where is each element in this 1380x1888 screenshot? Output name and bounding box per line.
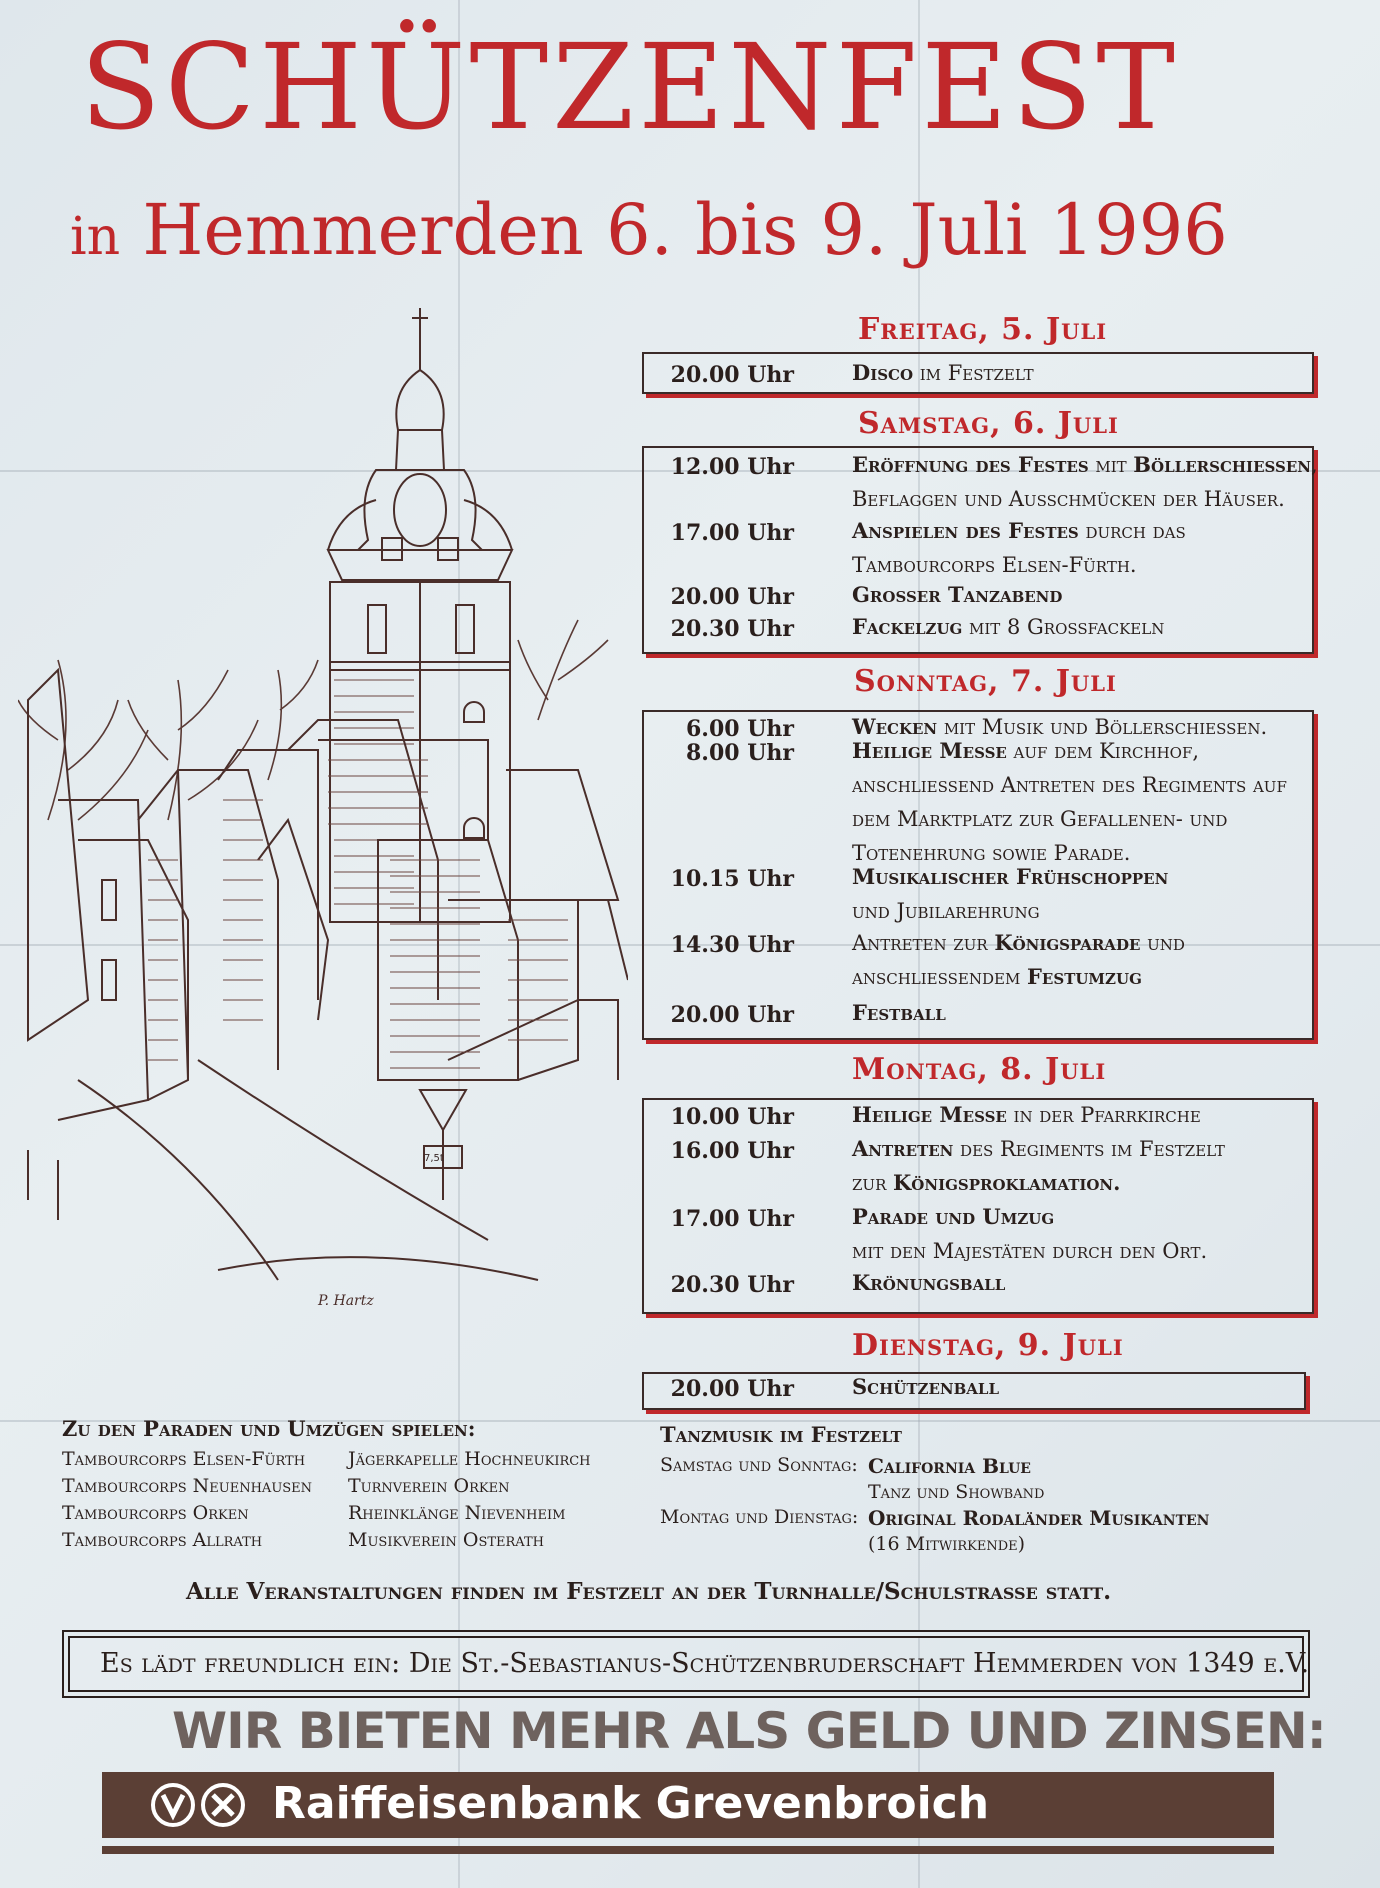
band-name: Musikverein Osterath (348, 1529, 544, 1551)
event-description: Anspielen des Festes durch das Tambourcorps Elsen-Fürth. (852, 518, 1186, 577)
invitation-text: Es lädt freundlich ein: Die St.-Sebastianus-Schützenbruderschaft Hemmerden von 1349 e.V. (100, 1648, 1310, 1679)
venue-note: Alle Veranstaltungen finden im Festzelt an der Turnhalle/Schulstraße statt. (186, 1578, 1112, 1605)
day-schedule-box (642, 1372, 1306, 1410)
bank-banner (102, 1772, 1274, 1838)
event-time: 20.30 Uhr (670, 1272, 794, 1298)
event-description: Antreten des Regiments im Festzelt zur Königsproklamation. (852, 1136, 1225, 1195)
parades-col2 (348, 1446, 591, 1554)
parades-col1 (62, 1446, 312, 1554)
day-schedule-box (642, 352, 1314, 394)
bank-underline (102, 1846, 1274, 1854)
tanzmusik-label-1: Samstag und Sonntag: (660, 1454, 858, 1476)
event-time: 10.15 Uhr (670, 866, 794, 892)
event-description: Wecken mit Musik und Böllerschießen. (852, 714, 1268, 739)
day-heading: Samstag, 6. Juli (858, 406, 1119, 441)
subtitle-main: Hemmerden 6. bis 9. Juli 1996 (142, 189, 1228, 271)
day-heading: Freitag, 5. Juli (858, 312, 1108, 347)
event-time: 20.00 Uhr (670, 362, 794, 388)
event-description: Disco im Festzelt (852, 360, 1034, 385)
event-description: Festball (852, 1000, 946, 1025)
event-description: Eröffnung des Festes mit Böllerschießen, Beflaggen und Ausschmücken der Häuser. (852, 452, 1318, 511)
event-time: 8.00 Uhr (685, 740, 794, 766)
event-description: Heilige Messe in der Pfarrkirche (852, 1102, 1201, 1127)
bank-name: Raiffeisenbank Grevenbroich (272, 1778, 990, 1829)
band-name: Tambourcorps Elsen-Fürth (62, 1448, 306, 1470)
poster-title: SCHÜTZENFEST (80, 18, 1180, 156)
band-name: Tambourcorps Orken (62, 1502, 249, 1524)
event-description: Schützenball (852, 1374, 1000, 1399)
day-heading: Sonntag, 7. Juli (854, 664, 1117, 699)
day-heading: Dienstag, 9. Juli (852, 1328, 1124, 1363)
event-description: Parade und Umzug mit den Majestäten durch den Ort. (852, 1204, 1208, 1263)
church-drawing (18, 300, 628, 1360)
tanzmusik-label-2: Montag und Dienstag: (660, 1506, 859, 1528)
event-time: 6.00 Uhr (685, 716, 794, 742)
day-schedule-box (642, 1098, 1314, 1314)
tanzmusik-band-1: California Blue (868, 1454, 1031, 1478)
event-time: 20.00 Uhr (670, 1376, 794, 1402)
tanzmusik-band-2: Original Rodaländer Musikanten (868, 1506, 1210, 1530)
event-description: Antreten zur Königsparade und anschließendem Festumzug (852, 930, 1185, 989)
day-schedule-box (642, 710, 1314, 1040)
raiffeisen-logo-icon (150, 1782, 260, 1828)
event-time: 20.30 Uhr (670, 616, 794, 642)
event-description: Musikalischer Frühschoppen und Jubilarehrung (852, 864, 1169, 923)
band-name: Rheinklänge Nievenheim (348, 1502, 566, 1524)
day-schedule-box (642, 446, 1318, 654)
artist-signature: P. Hartz (318, 1293, 374, 1309)
band-name: Tambourcorps Neuenhausen (62, 1475, 313, 1497)
band-name: Jägerkapelle Hochneukirch (348, 1448, 591, 1470)
event-time: 17.00 Uhr (670, 1206, 794, 1232)
event-description: Fackelzug mit 8 Großfackeln (852, 614, 1165, 639)
event-time: 20.00 Uhr (670, 1002, 794, 1028)
band-name: Tambourcorps Allrath (62, 1529, 263, 1551)
event-time: 10.00 Uhr (670, 1104, 794, 1130)
event-time: 20.00 Uhr (670, 584, 794, 610)
tanzmusik-heading: Tanzmusik im Festzelt (660, 1422, 902, 1447)
road-sign-text: 7,5t (424, 1153, 444, 1164)
poster-subtitle (70, 189, 1320, 271)
band-name: Turnverein Orken (348, 1475, 510, 1497)
parades-heading: Zu den Paraden und Umzügen spielen: (62, 1416, 476, 1441)
invitation-box (68, 1636, 1310, 1692)
event-description: Heilige Messe auf dem Kirchhof, anschließend Antreten des Regiments auf dem Marktplatz zur Gefallenen- und Totenehrung sowie Parade. (852, 738, 1287, 865)
event-description: Krönungsball (852, 1270, 1006, 1295)
event-description: Großer Tanzabend (852, 582, 1063, 607)
day-heading: Montag, 8. Juli (852, 1052, 1107, 1087)
event-time: 14.30 Uhr (670, 932, 794, 958)
tanzmusik-sub-1: Tanz und Showband (868, 1481, 1045, 1503)
event-time: 16.00 Uhr (670, 1138, 794, 1164)
tanzmusik-sub-2: (16 Mitwirkende) (868, 1533, 1026, 1555)
subtitle-in: in (70, 207, 121, 267)
event-time: 12.00 Uhr (670, 454, 794, 480)
event-time: 17.00 Uhr (670, 520, 794, 546)
bank-slogan: WIR BIETEN MEHR ALS GELD UND ZINSEN: (172, 1702, 1326, 1760)
